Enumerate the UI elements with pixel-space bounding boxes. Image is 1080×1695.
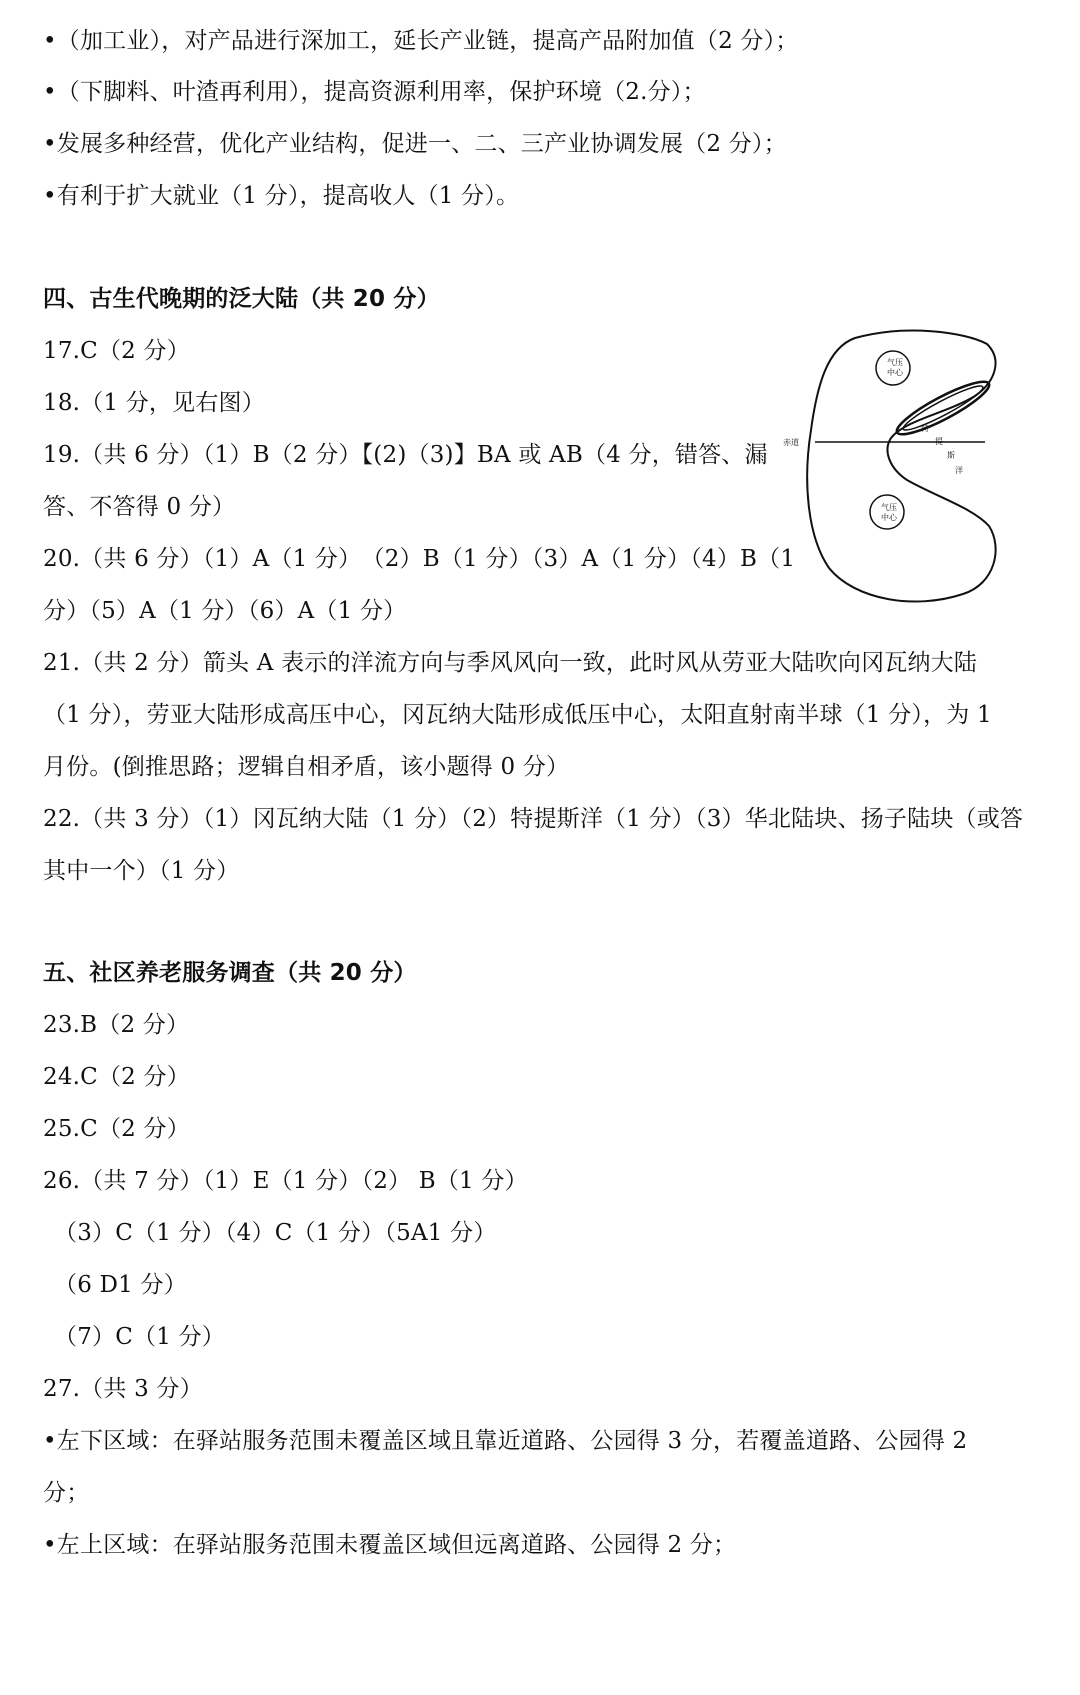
answer-line: 18.（1 分，见右图） — [43, 390, 265, 416]
answer-line: （6 D1 分） — [54, 1272, 187, 1298]
answer-line: •有利于扩大就业（1 分），提高收人（1 分）。 — [43, 183, 520, 209]
answer-line: 27.（共 3 分） — [43, 1376, 203, 1402]
low-center-label-1: 气压 — [881, 503, 897, 512]
answer-line: 23.B（2 分） — [43, 1012, 190, 1038]
answer-line: 24.C（2 分） — [43, 1064, 190, 1090]
pangaea-diagram — [783, 330, 1015, 610]
tethys-label-4: 洋 — [955, 466, 963, 475]
answer-line: •（加工业），对产品进行深加工，延长产业链，提高产品附加值（2 分）； — [43, 28, 799, 54]
low-pressure-circle — [870, 495, 904, 529]
pressure-ellipse — [892, 374, 994, 442]
answer-line: 19.（共 6 分）（1）B（2 分）【(2)（3)】BA 或 AB（4 分，错答、漏 — [43, 442, 768, 468]
answer-line: 25.C（2 分） — [43, 1116, 190, 1142]
answer-line: •左下区域：在驿站服务范围未覆盖区域且靠近道路、公园得 3 分，若覆盖道路、公园得 2 — [43, 1428, 968, 1454]
answer-line: 21.（共 2 分）箭头 A 表示的洋流方向与季风风向一致，此时风从劳亚大陆吹向冈瓦纳大陆 — [43, 650, 978, 676]
low-center-label-2: 中心 — [881, 513, 897, 522]
answer-line: 22.（共 3 分）（1）冈瓦纳大陆（1 分）（2）特提斯洋（1 分）（3）华北陆块、扬子陆块（或答 — [43, 806, 1024, 832]
tethys-label-3: 斯 — [947, 451, 955, 460]
answer-line: 17.C（2 分） — [43, 338, 190, 364]
answer-line: （1 分），劳亚大陆形成高压中心，冈瓦纳大陆形成低压中心，太阳直射南半球（1 分），为 1 — [43, 702, 992, 728]
answer-line: （3）C（1 分）（4）C（1 分）（5A1 分） — [54, 1220, 497, 1246]
section-heading-5: 五、社区养老服务调查（共 20 分） — [43, 960, 417, 986]
answer-line: 其中一个）（1 分） — [43, 858, 240, 884]
answer-line: 分； — [43, 1480, 90, 1506]
tethys-label-2: 提 — [935, 437, 943, 446]
answer-line: 26.（共 7 分）（1）E（1 分）（2） B（1 分） — [43, 1168, 528, 1194]
answer-line: 分）（5）A（1 分）（6）A（1 分） — [43, 598, 407, 624]
high-center-label-2: 中心 — [887, 368, 903, 377]
answer-line: （7）C（1 分） — [54, 1324, 225, 1350]
section-heading-4: 四、古生代晚期的泛大陆（共 20 分） — [43, 286, 440, 312]
answer-line: 答、不答得 0 分） — [43, 494, 236, 520]
answer-line: 20.（共 6 分）（1）A（1 分） （2）B（1 分）（3）A（1 分）（4）B（1 — [43, 546, 796, 572]
high-center-label-1: 气压 — [887, 358, 903, 367]
pressure-ellipse-inner — [900, 381, 986, 436]
answer-line: •（下脚料、叶渣再利用），提高资源利用率，保护环境（2.分）； — [43, 79, 706, 105]
answer-line: 月份。(倒推思路；逻辑自相矛盾，该小题得 0 分） — [43, 754, 570, 780]
tethys-label-1: 特 — [921, 424, 929, 433]
equator-label: 赤道 — [783, 438, 799, 447]
answer-line: •左上区域：在驿站服务范围未覆盖区域但远离道路、公园得 2 分； — [43, 1532, 737, 1558]
answer-line: •发展多种经营，优化产业结构，促进一、二、三产业协调发展（2 分）； — [43, 131, 787, 157]
